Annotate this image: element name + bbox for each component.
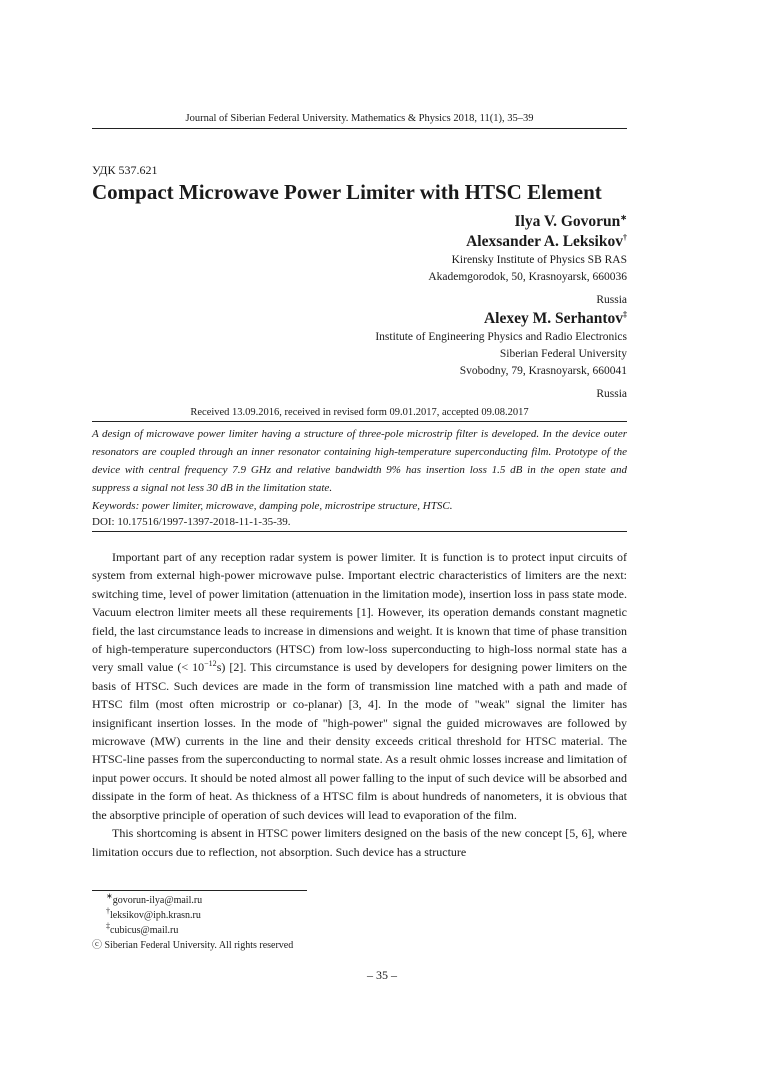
affiliation-country: Russia — [596, 388, 627, 400]
paper-title: Compact Microwave Power Limiter with HTSC Element — [92, 180, 602, 204]
copyright: ⓒ Siberian Federal University. All rights reserved — [92, 940, 294, 951]
affiliation-line: Kirensky Institute of Physics SB RAS — [451, 254, 627, 266]
abstract-top-rule — [92, 421, 627, 422]
author-name: Ilya V. Govorun∗ — [514, 212, 627, 230]
footnote: †leksikov@iph.krasn.ru — [106, 906, 201, 921]
keywords-block — [92, 498, 627, 530]
abstract: A design of microwave power limiter having a structure of three-pole microstrip filter is developed. In the device outer resonators are coupled through an inner resonator containing high-temperature superconducting film. Prototype of the device with central frequency 7.9 GHz and relative bandwidth 9% has insertion loss 1.5 dB in the open state and suppress a signal not less 30 dB in the limitation state. — [92, 428, 627, 494]
keywords-label: Keywords: — [92, 500, 140, 512]
page-number: – 35 – — [367, 968, 397, 982]
author-name: Alexey M. Serhantov‡ — [483, 309, 627, 327]
paragraph: Important part of any reception radar system is power limiter. It is function is to protect input circuits of system from external high-power microwave pulse. Important electric characteristics of limiters are the next: switching time, level of power limitation (attenuation in the limitation mode), insertion loss in pass state mode. Vacuum electron limiter meets all these requirements [1]. However, its operation demands constant magnetic field, the last circumstance leads to increase in dimensions and weight. It is known that time of phase transition of high-temperature superconductors (HTSC) from low-loss superconducting to high-loss normal state has a very small value (< $10^{-12}s$) [2]. This circumstance is used by developers for designing power limiters on the basis of HTSC. Such devices are made in the form of transmission line matched with a path and made of HTSC film (most often microstrip or co-planar) [3, 4]. In the mode of "weak" signal the limiter has insignificant insertion losses. In the mode of "high-power" signal the guided microwaves are followed by microwave (MW) currents in the line and their density exceeds critical threshold for HTSC material. The HTSC-line passes from the superconducting to normal state. As a result ohmic losses increase and limitation of input power occurs. It should be noted almost all power falling to the input of such device will be absorbed and dissipate in the form of heat. As thickness of a HTSC film is about hundreds of nanometers, it is obvious that the absorptive principle of operation of such devices will lead to evaporation of the film. — [92, 550, 627, 822]
author-name: Alexsander A. Leksikov† — [466, 232, 627, 250]
author-block — [375, 212, 627, 403]
udk-code: УДК 537.621 — [92, 163, 158, 177]
footnote: ‡cubicus@mail.ru — [106, 921, 179, 936]
header-rule — [92, 128, 627, 129]
affiliation-line: Institute of Engineering Physics and Radio Electronics — [375, 331, 627, 343]
body-text — [92, 548, 627, 861]
affiliation-line: Siberian Federal University — [499, 348, 627, 360]
affiliation-line: Akademgorodok, 50, Krasnoyarsk, 660036 — [428, 271, 627, 283]
footnote-rule — [92, 890, 307, 891]
affiliation-country: Russia — [596, 294, 627, 306]
paragraph: This shortcoming is absent in HTSC power limiters designed on the basis of the new concept [5, 6], where limitation occurs due to reflection, not absorption. Such device has a structure — [92, 826, 627, 859]
received-dates: Received 13.09.2016, received in revised form 09.01.2017, accepted 09.08.2017 — [190, 407, 529, 418]
running-head: Journal of Siberian Federal University. Mathematics & Physics 2018, 11(1), 35–39 — [185, 113, 534, 124]
affiliation-line: Svobodny, 79, Krasnoyarsk, 660041 — [459, 365, 627, 377]
footnote: ∗govorun-ilya@mail.ru — [106, 891, 203, 906]
footnotes — [92, 893, 293, 953]
abstract-bottom-rule — [92, 531, 627, 532]
doi: DOI: 10.17516/1997-1397-2018-11-1-35-39. — [92, 516, 291, 528]
keywords: power limiter, microwave, damping pole, microstripe structure, HTSC. — [142, 500, 453, 512]
